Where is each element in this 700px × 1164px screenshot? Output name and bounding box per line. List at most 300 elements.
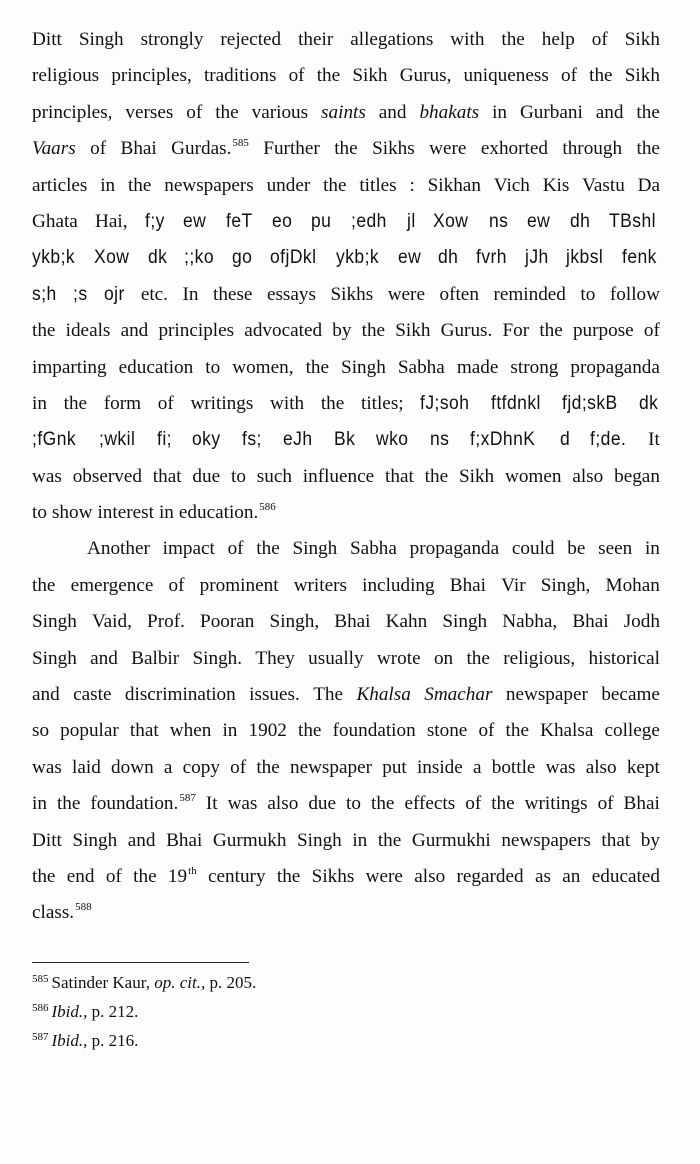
word: uniqueness — [463, 65, 549, 87]
word: of — [591, 29, 608, 50]
word: rejected — [220, 29, 282, 50]
word: and — [120, 320, 149, 342]
word: Sikh — [395, 320, 431, 342]
word: dh — [438, 247, 459, 269]
footnote-reference[interactable]: 587 — [179, 792, 196, 805]
word: Da — [637, 174, 660, 196]
word: such — [256, 465, 292, 487]
word: Gurmukhi — [411, 829, 491, 851]
word: impact — [162, 538, 215, 560]
word: the — [501, 29, 525, 50]
footnote-text: Satinder Kaur, — [51, 973, 155, 992]
word: to — [580, 283, 596, 305]
footnote-reference[interactable]: 586 — [259, 501, 276, 514]
word: principles — [158, 320, 235, 342]
word: the — [298, 720, 322, 742]
word: by — [332, 320, 352, 342]
word: show — [51, 502, 93, 524]
word: under — [266, 174, 311, 196]
word: strong — [510, 356, 559, 378]
word: principles, — [32, 101, 113, 123]
word: and — [595, 101, 624, 123]
word: popular — [60, 720, 119, 742]
word: : — [409, 174, 415, 196]
word: Singh — [296, 829, 342, 851]
word: the — [589, 65, 613, 87]
word: with — [450, 29, 485, 50]
word: Singh — [78, 29, 124, 50]
word: the — [256, 756, 280, 778]
word: prominent — [199, 574, 279, 596]
word: copy — [182, 756, 220, 778]
text-line — [32, 641, 660, 677]
word: ftfdnkl — [490, 392, 541, 414]
word: seen — [598, 538, 633, 560]
text-line — [32, 677, 660, 713]
text-line — [32, 58, 660, 94]
word: Singh — [292, 538, 338, 560]
word-with-footnote-ref: class. — [32, 902, 75, 924]
word: through — [562, 138, 623, 160]
word: educated — [591, 865, 660, 887]
word: in — [158, 502, 174, 524]
word: of — [90, 138, 107, 160]
word: Bhai — [572, 611, 609, 633]
word: century — [208, 865, 266, 887]
word: and — [378, 101, 407, 123]
footnote-reference[interactable]: 585 — [232, 137, 249, 150]
word: reminded — [493, 283, 566, 305]
word: Singh, — [269, 611, 320, 633]
word: the — [276, 865, 301, 887]
word: the — [361, 320, 386, 342]
word: Singh, — [540, 574, 591, 596]
word: including — [362, 574, 435, 596]
word: of — [597, 793, 614, 815]
word: Jodh — [623, 611, 660, 633]
word: go — [232, 247, 253, 269]
text-line — [32, 568, 660, 604]
footnote-number: 587 — [32, 1031, 49, 1043]
footnote-586 — [32, 997, 256, 1026]
word: college — [604, 720, 660, 742]
word: these — [213, 283, 253, 305]
word: caste — [73, 684, 112, 706]
word: bottle — [491, 756, 536, 778]
word: the — [215, 101, 239, 123]
word: religious, — [503, 647, 576, 669]
word: pu — [311, 210, 332, 232]
word-with-footnote-ref: Gurdas. — [171, 138, 232, 160]
word: titles — [359, 174, 397, 196]
word: foundation — [332, 720, 416, 742]
word-with-footnote-ref: education. — [178, 502, 259, 524]
word: also — [267, 793, 299, 815]
word: could — [511, 538, 555, 560]
word: emergence — [70, 574, 154, 596]
word: It — [205, 793, 218, 815]
word: Kis — [542, 174, 570, 196]
word: of — [168, 574, 185, 596]
text-line — [32, 313, 660, 349]
word: was — [32, 465, 62, 487]
word: Sikh — [624, 65, 660, 87]
word: Sikhan — [427, 174, 481, 196]
word: the — [491, 793, 515, 815]
word: The — [313, 684, 344, 706]
word: in — [492, 101, 508, 123]
word: and — [90, 647, 118, 669]
word: ew — [183, 210, 207, 232]
word: made — [456, 356, 499, 378]
word: a — [163, 756, 173, 778]
word: oky — [192, 429, 221, 451]
word: propaganda — [570, 356, 660, 378]
text-line — [32, 750, 660, 786]
word: laid — [72, 756, 101, 778]
text-line — [32, 131, 660, 167]
word: Gurus. — [440, 320, 493, 342]
word: ;edh — [350, 210, 387, 232]
word: exhorted — [480, 138, 548, 160]
text-line — [32, 713, 660, 749]
word: observed — [72, 465, 142, 487]
word: in — [32, 392, 47, 414]
word: Bhai — [166, 829, 203, 851]
word: became — [601, 684, 660, 706]
word: were — [387, 283, 425, 305]
word: inside — [416, 756, 463, 778]
word: Singh — [72, 829, 118, 851]
word: dk — [638, 392, 659, 414]
word: advocated — [244, 320, 323, 342]
word: In — [182, 283, 199, 305]
word: newspaper — [289, 756, 373, 778]
word: Singh — [32, 611, 77, 633]
word: Vaars — [32, 138, 76, 160]
word: dk — [147, 247, 168, 269]
word: Singh — [442, 611, 488, 633]
word: when — [169, 720, 212, 742]
word-with-footnote-ref: foundation. — [90, 793, 179, 815]
word: with — [270, 392, 305, 414]
footnote-text: p. 216. — [87, 1031, 139, 1050]
word: the — [56, 793, 81, 815]
word: writers — [293, 574, 347, 596]
word: the — [316, 65, 341, 87]
word: eJh — [282, 429, 313, 451]
word: the — [334, 138, 358, 160]
word: fJ;soh — [420, 392, 470, 414]
word: put — [382, 756, 407, 778]
document-page — [32, 22, 660, 932]
word-group — [168, 859, 197, 897]
word: feT — [225, 210, 253, 232]
word: the — [133, 865, 157, 887]
word: purpose — [572, 320, 634, 342]
word: Bhai — [449, 574, 487, 596]
word: etc. — [140, 283, 168, 305]
word: that — [129, 720, 159, 742]
word: Sikh — [458, 465, 495, 487]
word: bhakats — [419, 101, 480, 123]
word: end — [66, 865, 95, 887]
footnote-separator — [32, 962, 249, 963]
word: the — [323, 174, 347, 196]
word: ofjDkl — [269, 247, 317, 269]
word: Sikh — [352, 65, 388, 87]
word: effects — [404, 793, 456, 815]
word: of — [227, 538, 244, 560]
word: Khalsa — [356, 684, 411, 706]
word: women, — [232, 356, 294, 378]
word: fenk — [621, 247, 657, 269]
word: due — [192, 465, 221, 487]
word: Xow — [94, 247, 130, 269]
word: various — [251, 101, 309, 123]
word: Ditt — [32, 29, 62, 50]
word: Gurmukh — [212, 829, 287, 851]
word: of — [230, 756, 247, 778]
text-line — [32, 240, 660, 276]
word: of — [643, 320, 660, 342]
word: the — [636, 101, 660, 123]
word: propaganda — [409, 538, 500, 560]
word: It — [648, 429, 660, 451]
word: the — [539, 320, 563, 342]
word: Sabha — [350, 538, 397, 560]
word: Smachar — [424, 684, 493, 706]
word: allegations — [350, 29, 434, 50]
word: Bk — [333, 429, 356, 451]
word: Vir — [501, 574, 526, 596]
word: Vastu — [582, 174, 625, 196]
word: Singh — [341, 356, 386, 378]
word: ykb;k — [32, 247, 76, 269]
word: ;;ko — [184, 247, 215, 269]
text-line — [32, 823, 660, 859]
word: newspapers — [501, 829, 591, 851]
word: verses — [125, 101, 174, 123]
word: help — [541, 29, 575, 50]
text-line — [32, 422, 660, 458]
word: form — [103, 392, 142, 414]
word: fs; — [242, 429, 263, 451]
word: Further — [263, 138, 320, 160]
word: Another — [87, 538, 150, 560]
word: also — [572, 465, 604, 487]
word: Prof. — [147, 611, 185, 633]
text-line — [32, 95, 660, 131]
word: of — [105, 865, 122, 887]
footnote-text: op. cit., — [154, 973, 206, 992]
word: imparting — [32, 356, 107, 378]
word: in — [32, 793, 47, 815]
word: writings — [190, 392, 254, 414]
word-group — [32, 895, 92, 933]
footnotes — [32, 968, 256, 1055]
footnote-text: Ibid., — [51, 1031, 88, 1050]
word: fi; — [157, 429, 173, 451]
word: Balbir — [131, 647, 180, 669]
word: jkbsl — [566, 247, 604, 269]
footnote-text: Ibid., — [51, 1002, 88, 1021]
word: on — [433, 647, 454, 669]
word: their — [298, 29, 334, 50]
word: d — [559, 429, 571, 451]
text-line — [32, 531, 660, 567]
word: issues. — [249, 684, 300, 706]
word: Xow — [433, 210, 469, 232]
text-line — [32, 495, 660, 531]
word: was — [32, 756, 62, 778]
word: education — [118, 356, 194, 378]
word: f;xDhnK — [469, 429, 536, 451]
word: an — [562, 865, 581, 887]
word: newspapers — [164, 174, 254, 196]
word: a — [473, 756, 482, 778]
word: the — [127, 174, 152, 196]
word: also — [585, 756, 617, 778]
word: the — [32, 320, 56, 342]
word: often — [439, 283, 479, 305]
word: regarded — [456, 865, 524, 887]
word: 1902 — [248, 720, 287, 742]
footnote-number: 586 — [32, 1002, 49, 1014]
word: religious — [32, 65, 100, 87]
text-line — [32, 604, 660, 640]
word: the — [320, 392, 345, 414]
word-group — [171, 131, 249, 169]
footnote-text: p. 205. — [205, 973, 257, 992]
word: the — [377, 829, 402, 851]
word: ew — [397, 247, 422, 269]
text-line — [32, 204, 660, 240]
word: jl — [406, 210, 416, 232]
word: in — [644, 538, 660, 560]
word: Ditt — [32, 829, 62, 851]
word: by — [640, 829, 660, 851]
word: Sikhs — [330, 283, 374, 305]
text-line — [32, 22, 660, 58]
word: Bhai — [334, 611, 371, 633]
word: TBshl — [608, 210, 656, 232]
word: historical — [588, 647, 660, 669]
word: wko — [375, 429, 409, 451]
word: ykb;k — [335, 247, 379, 269]
word: usually — [308, 647, 364, 669]
word: of — [157, 392, 174, 414]
word: and — [127, 829, 156, 851]
word: fvrh — [475, 247, 507, 269]
word: Sabha — [397, 356, 445, 378]
text-line — [32, 168, 660, 204]
word: as — [534, 865, 551, 887]
footnote-587 — [32, 1026, 256, 1055]
word: dh — [569, 210, 590, 232]
word: Pooran — [200, 611, 255, 633]
word: Khalsa — [540, 720, 594, 742]
word: newspaper — [505, 684, 588, 706]
word: ;wkil — [98, 429, 136, 451]
word: f;y — [144, 210, 165, 232]
word: traditions — [203, 65, 277, 87]
word: that — [601, 829, 631, 851]
word: influence — [302, 465, 375, 487]
word: ns — [429, 429, 450, 451]
word: the — [305, 356, 330, 378]
word-group — [90, 786, 195, 824]
word: f;de. — [589, 429, 627, 451]
footnote-reference[interactable]: 588 — [75, 901, 92, 914]
word: ideals — [65, 320, 111, 342]
word: Hai, — [94, 210, 128, 232]
word: kept — [626, 756, 660, 778]
word: ;s — [73, 283, 88, 305]
word: writings — [524, 793, 588, 815]
word: to — [346, 793, 361, 815]
word: of — [465, 793, 482, 815]
word: the — [370, 793, 395, 815]
word: Vich — [493, 174, 530, 196]
word: Bhai — [623, 793, 660, 815]
word: Ghata — [32, 210, 78, 232]
word: was — [227, 793, 258, 815]
word: the — [32, 865, 56, 887]
word: the — [32, 574, 56, 596]
word: so — [32, 720, 50, 742]
word: and — [32, 684, 60, 706]
footnote-585 — [32, 968, 256, 997]
word: ns — [488, 210, 509, 232]
word: to — [205, 356, 221, 378]
word: of — [288, 65, 305, 87]
word: jJh — [524, 247, 549, 269]
word: of — [560, 65, 577, 87]
word: in — [352, 829, 368, 851]
word: were — [429, 138, 467, 160]
word: of — [186, 101, 203, 123]
word: Singh. — [192, 647, 243, 669]
word: s;h — [32, 283, 57, 305]
word: Mohan — [605, 574, 660, 596]
word: be — [567, 538, 586, 560]
paragraph-2 — [32, 531, 660, 931]
paragraph-1 — [32, 22, 660, 531]
word: to — [230, 465, 246, 487]
word: ojr — [103, 283, 125, 305]
word: Vaid, — [91, 611, 132, 633]
word: Bhai — [120, 138, 157, 160]
word: Gurus, — [399, 65, 452, 87]
word: the — [466, 647, 490, 669]
word: ew — [527, 210, 551, 232]
word: of — [478, 720, 495, 742]
word: the — [505, 720, 529, 742]
word: also — [414, 865, 446, 887]
word: to — [32, 502, 47, 524]
word: They — [255, 647, 295, 669]
word: Sikh — [624, 29, 660, 50]
word: Nabha, — [502, 611, 558, 633]
word: interest — [97, 502, 154, 524]
word: in — [222, 720, 238, 742]
word: was — [545, 756, 576, 778]
word: women — [504, 465, 562, 487]
word: essays — [266, 283, 316, 305]
text-line — [32, 859, 660, 895]
word: the — [424, 465, 449, 487]
